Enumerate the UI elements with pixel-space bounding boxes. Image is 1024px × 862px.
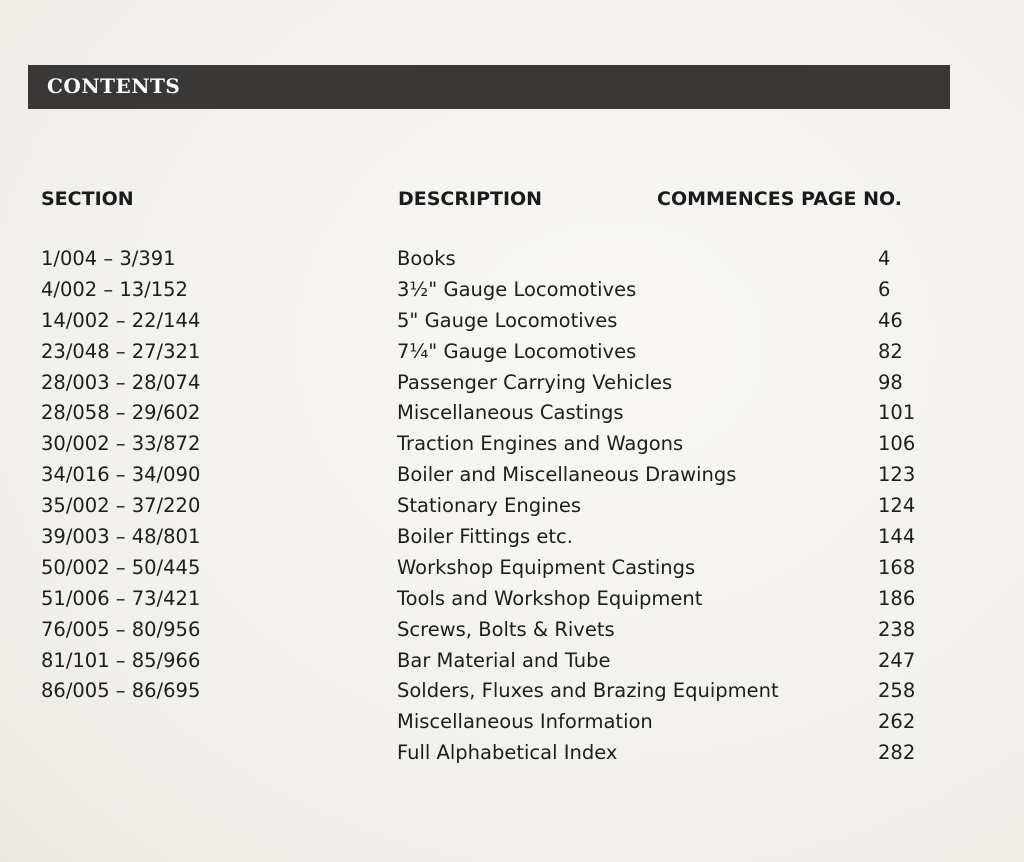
section-range: 50/002 – 50/445: [41, 555, 201, 579]
section-description: Books: [397, 247, 456, 270]
description-column-header: DESCRIPTION: [398, 188, 543, 210]
table-row: [0, 462, 1024, 493]
section-range: 39/003 – 48/801: [41, 525, 201, 549]
section-description: Tools and Workshop Equipment: [397, 586, 703, 610]
page-number: 123: [878, 463, 916, 487]
page-number: 82: [878, 339, 903, 363]
section-description: Miscellaneous Information: [397, 710, 653, 734]
page-number: 6: [878, 277, 891, 301]
section-range: 14/002 – 22/144: [41, 308, 201, 332]
section-range: 28/003 – 28/074: [41, 370, 201, 394]
section-description: Passenger Carrying Vehicles: [397, 370, 673, 394]
page-number: 168: [878, 555, 916, 579]
section-description: Boiler and Miscellaneous Drawings: [397, 463, 737, 487]
section-description: Full Alphabetical Index: [397, 741, 618, 765]
section-range: 28/058 – 29/602: [41, 401, 201, 425]
page-number: 258: [878, 679, 916, 703]
table-row: [0, 277, 1024, 308]
table-row: [0, 709, 1024, 740]
contents-table: [0, 246, 1024, 771]
table-row: [0, 493, 1024, 524]
table-row: [0, 555, 1024, 586]
section-description: Solders, Fluxes and Brazing Equipment: [397, 679, 779, 703]
section-range: 51/006 – 73/421: [41, 586, 201, 610]
section-column-header: SECTION: [41, 188, 134, 210]
section-range: 1/004 – 3/391: [41, 247, 176, 270]
section-range: 86/005 – 86/695: [41, 679, 201, 703]
table-row: [0, 246, 1024, 277]
page-number: 98: [878, 370, 903, 394]
page-number: 186: [878, 586, 916, 610]
section-range: 76/005 – 80/956: [41, 617, 201, 641]
section-description: Miscellaneous Castings: [397, 401, 624, 425]
page-number: 144: [878, 525, 916, 549]
page-number: 238: [878, 617, 916, 641]
table-row: [0, 586, 1024, 617]
table-row: [0, 339, 1024, 370]
section-description: Boiler Fittings etc.: [397, 525, 573, 549]
table-row: [0, 617, 1024, 648]
contents-title: CONTENTS: [47, 74, 181, 98]
section-range: 4/002 – 13/152: [41, 277, 188, 301]
section-description: Stationary Engines: [397, 494, 582, 518]
contents-banner: [28, 65, 950, 109]
table-row: [0, 308, 1024, 339]
table-row: [0, 648, 1024, 679]
table-row: [0, 678, 1024, 709]
section-range: 34/016 – 34/090: [41, 463, 201, 487]
section-description: 7¼" Gauge Locomotives: [397, 339, 637, 363]
section-range: 30/002 – 33/872: [41, 432, 201, 456]
section-description: Workshop Equipment Castings: [397, 555, 696, 579]
section-description: 3½" Gauge Locomotives: [397, 277, 637, 301]
table-row: [0, 524, 1024, 555]
page-number-column-header: COMMENCES PAGE NO.: [657, 188, 902, 210]
page-number: 262: [878, 710, 916, 734]
page-number: 101: [878, 401, 916, 425]
page-number: 124: [878, 494, 916, 518]
table-row: [0, 431, 1024, 462]
section-description: Screws, Bolts & Rivets: [397, 617, 615, 641]
page-number: 46: [878, 308, 903, 332]
section-description: Bar Material and Tube: [397, 648, 611, 672]
section-range: 23/048 – 27/321: [41, 339, 201, 363]
page-number: 247: [878, 648, 916, 672]
table-row: [0, 740, 1024, 771]
table-row: [0, 400, 1024, 431]
table-row: [0, 370, 1024, 401]
section-range: 35/002 – 37/220: [41, 494, 201, 518]
page-number: 106: [878, 432, 916, 456]
section-description: Traction Engines and Wagons: [397, 432, 684, 456]
page-number: 4: [878, 247, 891, 270]
section-range: 81/101 – 85/966: [41, 648, 201, 672]
page-number: 282: [878, 741, 916, 765]
section-description: 5" Gauge Locomotives: [397, 308, 618, 332]
